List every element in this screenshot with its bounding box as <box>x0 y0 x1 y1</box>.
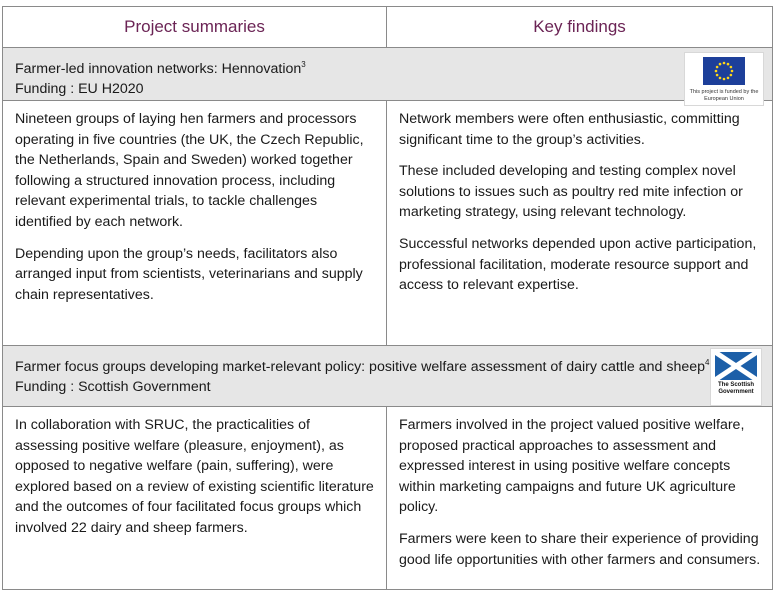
eu-flag-icon <box>703 57 745 85</box>
project-table <box>2 6 773 590</box>
finding-paragraph: Farmers involved in the project valued positive welfare, proposed practical approaches to assessment and expressed interest in using positive welfare concepts within marketing campaigns and future UK agriculture policy. <box>399 417 745 516</box>
findings-cell <box>387 101 773 346</box>
eu-logo <box>684 52 764 106</box>
project-title: Farmer focus groups developing market-relevant policy: positive welfare assessment of dairy cattle and sheep$^4$ <box>15 358 710 375</box>
summary-paragraph: Nineteen groups of laying hen farmers and processors operating in five countries (the UK, the Czech Republic, the Netherlands, Spain and Sweden) worked together following a structured innovation process, including relevant experimental trials, to tackle challenges identified by each network. <box>15 111 364 230</box>
scottish-government-logo <box>710 348 762 406</box>
header-row <box>3 7 773 48</box>
project-funding: Funding : Scottish Government <box>15 379 211 395</box>
summary-cell <box>3 101 387 346</box>
project-band-welfare <box>3 346 773 407</box>
saltire-flag-icon <box>715 352 757 380</box>
finding-paragraph: Successful networks depended upon active participation, professional facilitation, moderate resource support and access to relevant expertise. <box>399 235 757 294</box>
project-band-hennovation <box>3 48 773 101</box>
summary-paragraph: Depending upon the group’s needs, facilitators also arranged input from scientists, veterinarians and supply chain representatives. <box>15 245 363 303</box>
header-project-summaries: Project summaries <box>3 7 387 48</box>
finding-paragraph: These included developing and testing complex novel solutions to issues such as poultry red mite infection or marketing strategy, using relevant technology. <box>399 163 743 221</box>
scottish-government-caption: The Scottish Government <box>717 382 754 395</box>
footnote-ref: 4 <box>705 358 710 367</box>
finding-paragraph: Farmers were keen to share their experience of providing good life opportunities with other farmers and consumers. <box>399 530 761 568</box>
project-title: Farmer-led innovation networks: Hennovation$^3$ <box>15 60 306 77</box>
eu-logo-caption: This project is funded by the European Union <box>689 89 759 102</box>
summary-paragraph: In collaboration with SRUC, the practicalities of assessing positive welfare (pleasure, enjoyment), as opposed to negative welfare (pain, suffering), were explored based on a review of existing scientific literature and the outcomes of four facilitated focus groups which involved 22 dairy and sheep farmers. <box>15 417 374 536</box>
project-row-welfare <box>3 407 773 590</box>
footnote-ref: 3 <box>301 60 306 69</box>
project-funding: Funding : EU H2020 <box>15 81 144 97</box>
finding-paragraph: Network members were often enthusiastic, committing significant time to the group’s activities. <box>399 111 740 148</box>
findings-cell <box>387 407 773 590</box>
header-key-findings: Key findings <box>387 7 773 48</box>
summary-cell <box>3 407 387 590</box>
project-row-hennovation <box>3 101 773 346</box>
